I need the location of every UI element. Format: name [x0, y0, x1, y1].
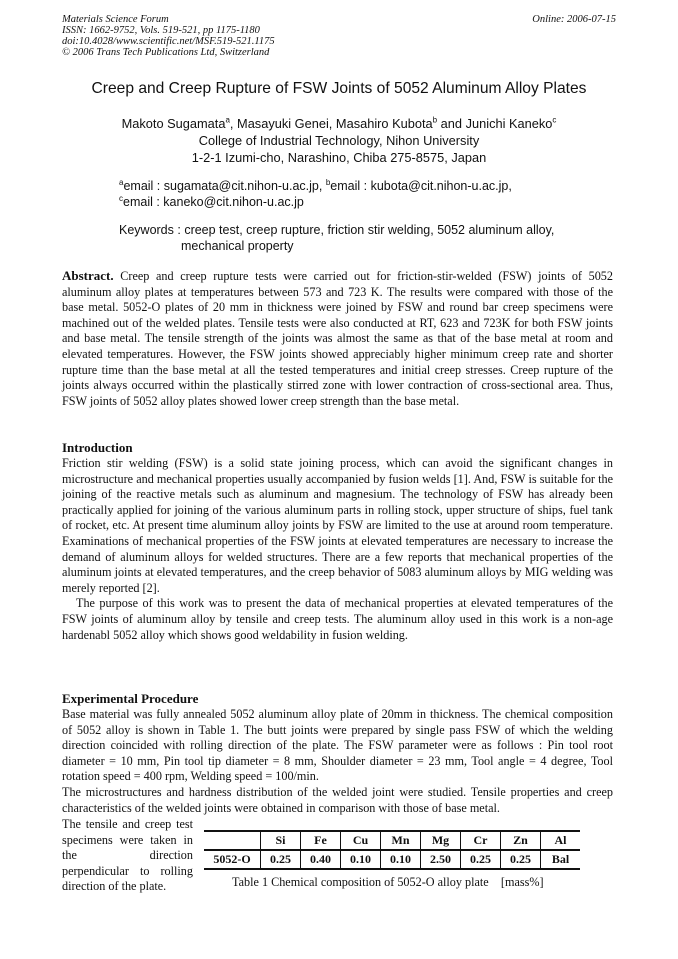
email-superscript: a [119, 177, 124, 187]
email-superscript: b [325, 177, 331, 187]
table-caption: Table 1 Chemical composition of 5052-O alloy plate [mass%] [232, 875, 544, 889]
author-separator: , [229, 116, 238, 131]
table-row [204, 850, 580, 869]
table-header-cell: Si [261, 831, 301, 850]
email-label: email : [123, 179, 164, 193]
experimental-body [62, 707, 613, 816]
author-superscript: b [432, 115, 438, 125]
table-header-cell: Cu [341, 831, 381, 850]
section-heading-experimental: Experimental Procedure [62, 691, 199, 706]
table-header-cell: Cr [461, 831, 501, 850]
chemical-composition-table [204, 830, 580, 870]
table-header-cell: Mg [421, 831, 461, 850]
table-header-cell: Fe [301, 831, 341, 850]
table-header-cell: Al [541, 831, 581, 850]
email-line [119, 178, 512, 194]
issn-line: ISSN: 1662-9752, Vols. 519-521, pp 1175-1180 [62, 25, 260, 36]
email-superscript: c [119, 193, 123, 203]
experimental-paragraph-1: Base material was fully annealed 5052 aluminum alloy plate of 20mm in thickness. The chemical composition of 5052 alloy is shown in Table 1. The butt joints were prepared by single pass FSW of which the welding direction coincided with rolling direction of the plate. The FSW parameter were as follows : Pin tool root diameter = 10 mm, Pin tool tip diameter = 8 mm, Shoulder diameter = 23 mm, Tool angle = 4 degree, Tool rotation speed = 400 rpm, Welding speed = 100/min. [62, 707, 613, 784]
online-date: Online: 2006-07-15 [532, 14, 616, 25]
doi-line: doi:10.4028/www.scientific.net/MSF.519-521.1175 [62, 36, 275, 47]
copyright-line: © 2006 Trans Tech Publications Ltd, Switzerland [62, 47, 270, 58]
email-label: email : [330, 179, 371, 193]
table-cell: 0.25 [461, 850, 501, 869]
table-cell: Bal [541, 850, 581, 869]
introduction-body [62, 456, 613, 643]
author-name: Makoto Sugamata [121, 116, 226, 131]
author-superscript: c [552, 115, 557, 125]
introduction-paragraph-1: Friction stir welding (FSW) is a solid state joining process, which can avoid the significant changes in microstructure and mechanical properties usually accompanied by fusion welds [1]. And, FSW is suitable for the joining of the reactive metals such as aluminum and magnesium. The technology of FSW has already been practically applied for joining of the various aluminum parts in rolling stock, upper structure of ships, fuel tank of rocket, etc. At present time aluminum alloy joints by FSW are limited to the use at around room temperature. Examinations of mechanical properties of the FSW joints at elevated temperatures are necessary to increase the demand of aluminum alloys for welded structures. There are a few reports that mechanical properties of the aluminum joints at elevated temperatures, and the creep behavior of 5083 aluminum alloys by MIG welding was merely reported [2]. [62, 456, 613, 595]
table-cell: 0.10 [341, 850, 381, 869]
keywords-line-2: mechanical property [181, 239, 294, 253]
abstract-text: Creep and creep rupture tests were carried out for friction-stir-welded (FSW) joints of 5052 aluminum alloy plates at temperatures between 573 and 723 K. The results were compared with those of the base metal. 5052-O plates of 20 mm in thickness were joined by FSW and round bar creep specimens were machined out of the welded plates. Tensile tests were also conducted at RT, 623 and 723K for both FSW joints and base metal. The tensile strength of the joints was almost the same as that of the base metal at room and elevated temperatures. However, the FSW joints showed appreciably higher minimum creep rate and shorter rupture time than the base metal at all the tested temperatures and initial creep stresses. Creep rupture of the joints always occurred within the plastically stirred zone with lower contraction of cross-sectional area. Thus, FSW joints of 5052 alloy plates showed lower creep strength than the base metal. [62, 269, 613, 408]
email-label: email : [123, 195, 164, 209]
author-name: Masahiro Kubota [335, 116, 433, 131]
email-b[interactable]: kubota@cit.nihon-u.ac.jp, [370, 179, 512, 193]
abstract-label: Abstract. [62, 268, 114, 283]
author-name: Masayuki Genei [237, 116, 329, 131]
keywords-line-1: creep test, creep rupture, friction stir welding, 5052 aluminum alloy, [184, 223, 555, 237]
keywords-label: Keywords : [119, 223, 185, 237]
journal-header [62, 14, 275, 58]
table-cell: 0.40 [301, 850, 341, 869]
email-block [119, 178, 512, 210]
author-separator: , [328, 116, 336, 131]
abstract-paragraph [62, 268, 613, 409]
table-cell: 0.10 [381, 850, 421, 869]
table-cell: 2.50 [421, 850, 461, 869]
table-header-cell: Zn [501, 831, 541, 850]
introduction-paragraph-2: The purpose of this work was to present the data of mechanical properties at elevated temperatures of the FSW joints of aluminum alloy by tensile and creep tests. The aluminum alloy used in this work is a non-age hardenabl 5052 alloy which shows good weldability in fusion welding. [62, 596, 613, 642]
table-cell: 0.25 [261, 850, 301, 869]
table-header-cell [204, 831, 261, 850]
table-cell: 0.25 [501, 850, 541, 869]
table-header-row [204, 831, 580, 850]
author-separator: and [437, 116, 466, 131]
affiliation: College of Industrial Technology, Nihon University [198, 133, 480, 148]
author-superscript: a [225, 115, 230, 125]
email-c[interactable]: kaneko@cit.nihon-u.ac.jp [163, 195, 304, 209]
journal-name: Materials Science Forum [62, 14, 169, 25]
experimental-paragraph-3: The tensile and creep test specimens were taken in the direction perpendicular to rolling direction of the plate. [62, 817, 193, 894]
author-block [0, 115, 678, 166]
email-a[interactable]: sugamata@cit.nihon-u.ac.jp, [163, 179, 326, 193]
author-name: Junichi Kaneko [465, 116, 553, 131]
table-header-cell: Mn [381, 831, 421, 850]
experimental-paragraph-2: The microstructures and hardness distribution of the welded joint were studied. Tensile properties and creep characteristics of the welded joints were obtained in comparison with those of base metal. [62, 784, 613, 815]
address: 1-2-1 Izumi-cho, Narashino, Chiba 275-8575, Japan [191, 150, 487, 165]
table-cell: 5052-O [204, 850, 261, 869]
author-list [0, 115, 678, 132]
paper-title: Creep and Creep Rupture of FSW Joints of 5052 Aluminum Alloy Plates [91, 80, 587, 97]
keywords-block [119, 222, 554, 254]
email-line [119, 194, 512, 210]
section-heading-introduction: Introduction [62, 440, 133, 455]
